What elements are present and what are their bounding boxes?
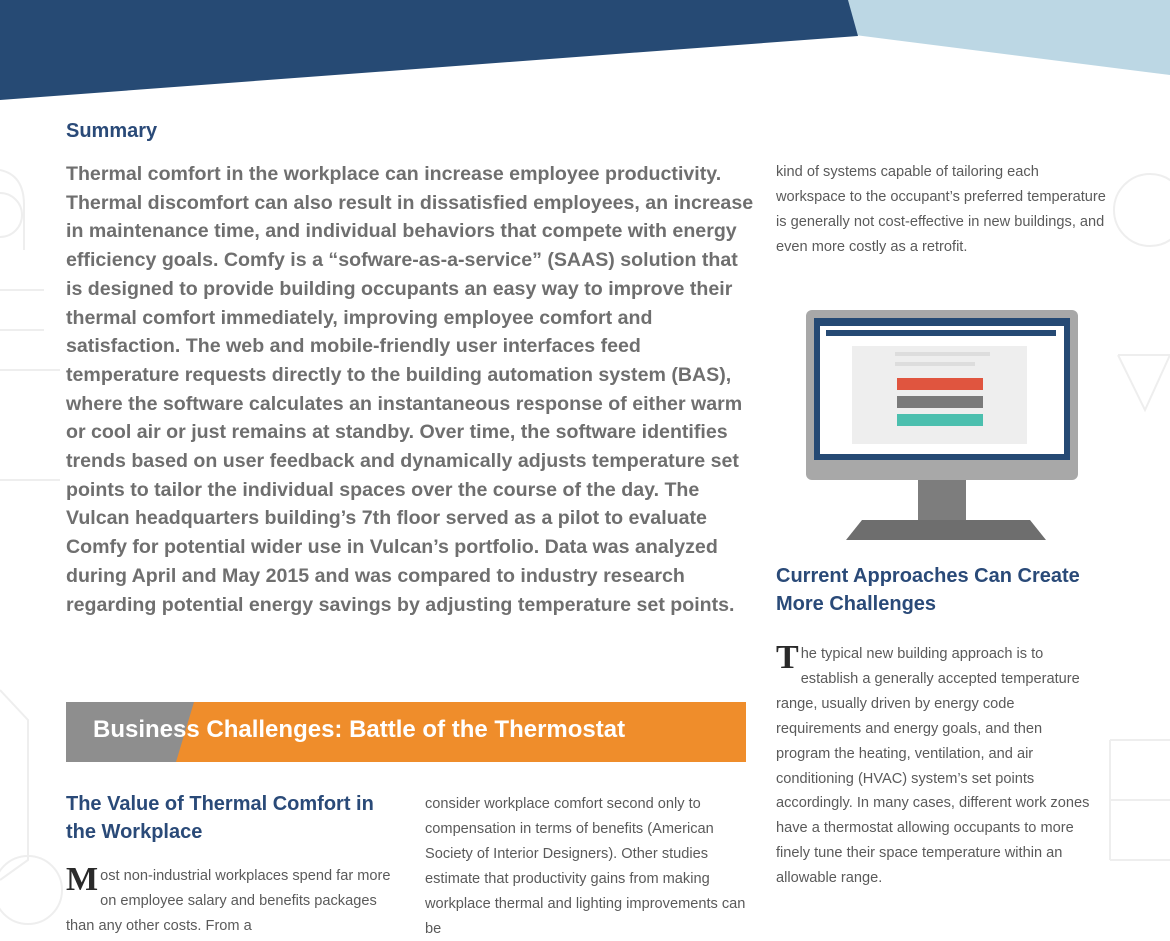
- value-middle-column: consider workplace comfort second only to compensation in terms of benefits (American Society of Interior Designers). Other studies estimate that productivity gains from making workplace thermal and lighting improvements can be: [425, 796, 746, 937]
- current-approaches-text: he typical new building approach is to establish a generally accepted temperature range, usually driven by energy code requirements and energy goals, and then program the heating, ventilation, and air conditioning (HVAC) system’s set points accordingly. In many cases, different work zones have a thermostat allowing occupants to more finely tune their space temperature within an allowable range.: [776, 646, 1090, 887]
- value-left-text: ost non-industrial workplaces spend far more on employee salary and benefits packages than any other costs. From a: [66, 868, 391, 934]
- current-approaches-heading: Current Approaches Can Create More Challenges: [776, 565, 1080, 615]
- dropcap-letter: M: [66, 861, 99, 898]
- summary-body: Thermal comfort in the workplace can increase employee productivity. Thermal discomfort can also result in dissatisfied employees, an increase in maintenance time, and individual behaviors that compete with energy efficiency goals. Comfy is a “sofware-as-a-service” (SAAS) solution that is designed to provide building occupants an easy way to improve their thermal comfort immediately, improving employee comfort and satisfaction. The web and mobile-friendly user interfaces feed temperature requests directly to the building automation system (BAS), where the software calculates an instantaneous response of either warm or cool air or just remains at standby. Over time, the software identifies trends based on user feedback and dynamically adjusts temperature set points to tailor the individual spaces over the course of the day. The Vulcan headquarters building’s 7th floor served as a pilot to evaluate Comfy for potential wider use in Vulcan’s portfolio. Data was analyzed during April and May 2015 and was compared to industry research regarding potential energy savings by adjusting temperature set points.: [66, 163, 754, 616]
- value-left-column: [66, 861, 401, 939]
- value-of-thermal-comfort-heading: The Value of Thermal Comfort in the Workplace: [66, 793, 374, 843]
- computer-monitor-icon: [800, 306, 1085, 546]
- section-bar-business-challenges: [66, 702, 746, 762]
- current-approaches-body: [776, 639, 1098, 891]
- summary-heading: Summary: [66, 120, 158, 142]
- section-bar-title: Business Challenges: Battle of the Thermostat: [93, 716, 626, 743]
- right-column-intro-text: kind of systems capable of tailoring each workspace to the occupant’s preferred temperature is generally not cost-effective in new buildings, and even more costly as a retrofit.: [776, 164, 1106, 255]
- dropcap-letter: T: [776, 639, 799, 676]
